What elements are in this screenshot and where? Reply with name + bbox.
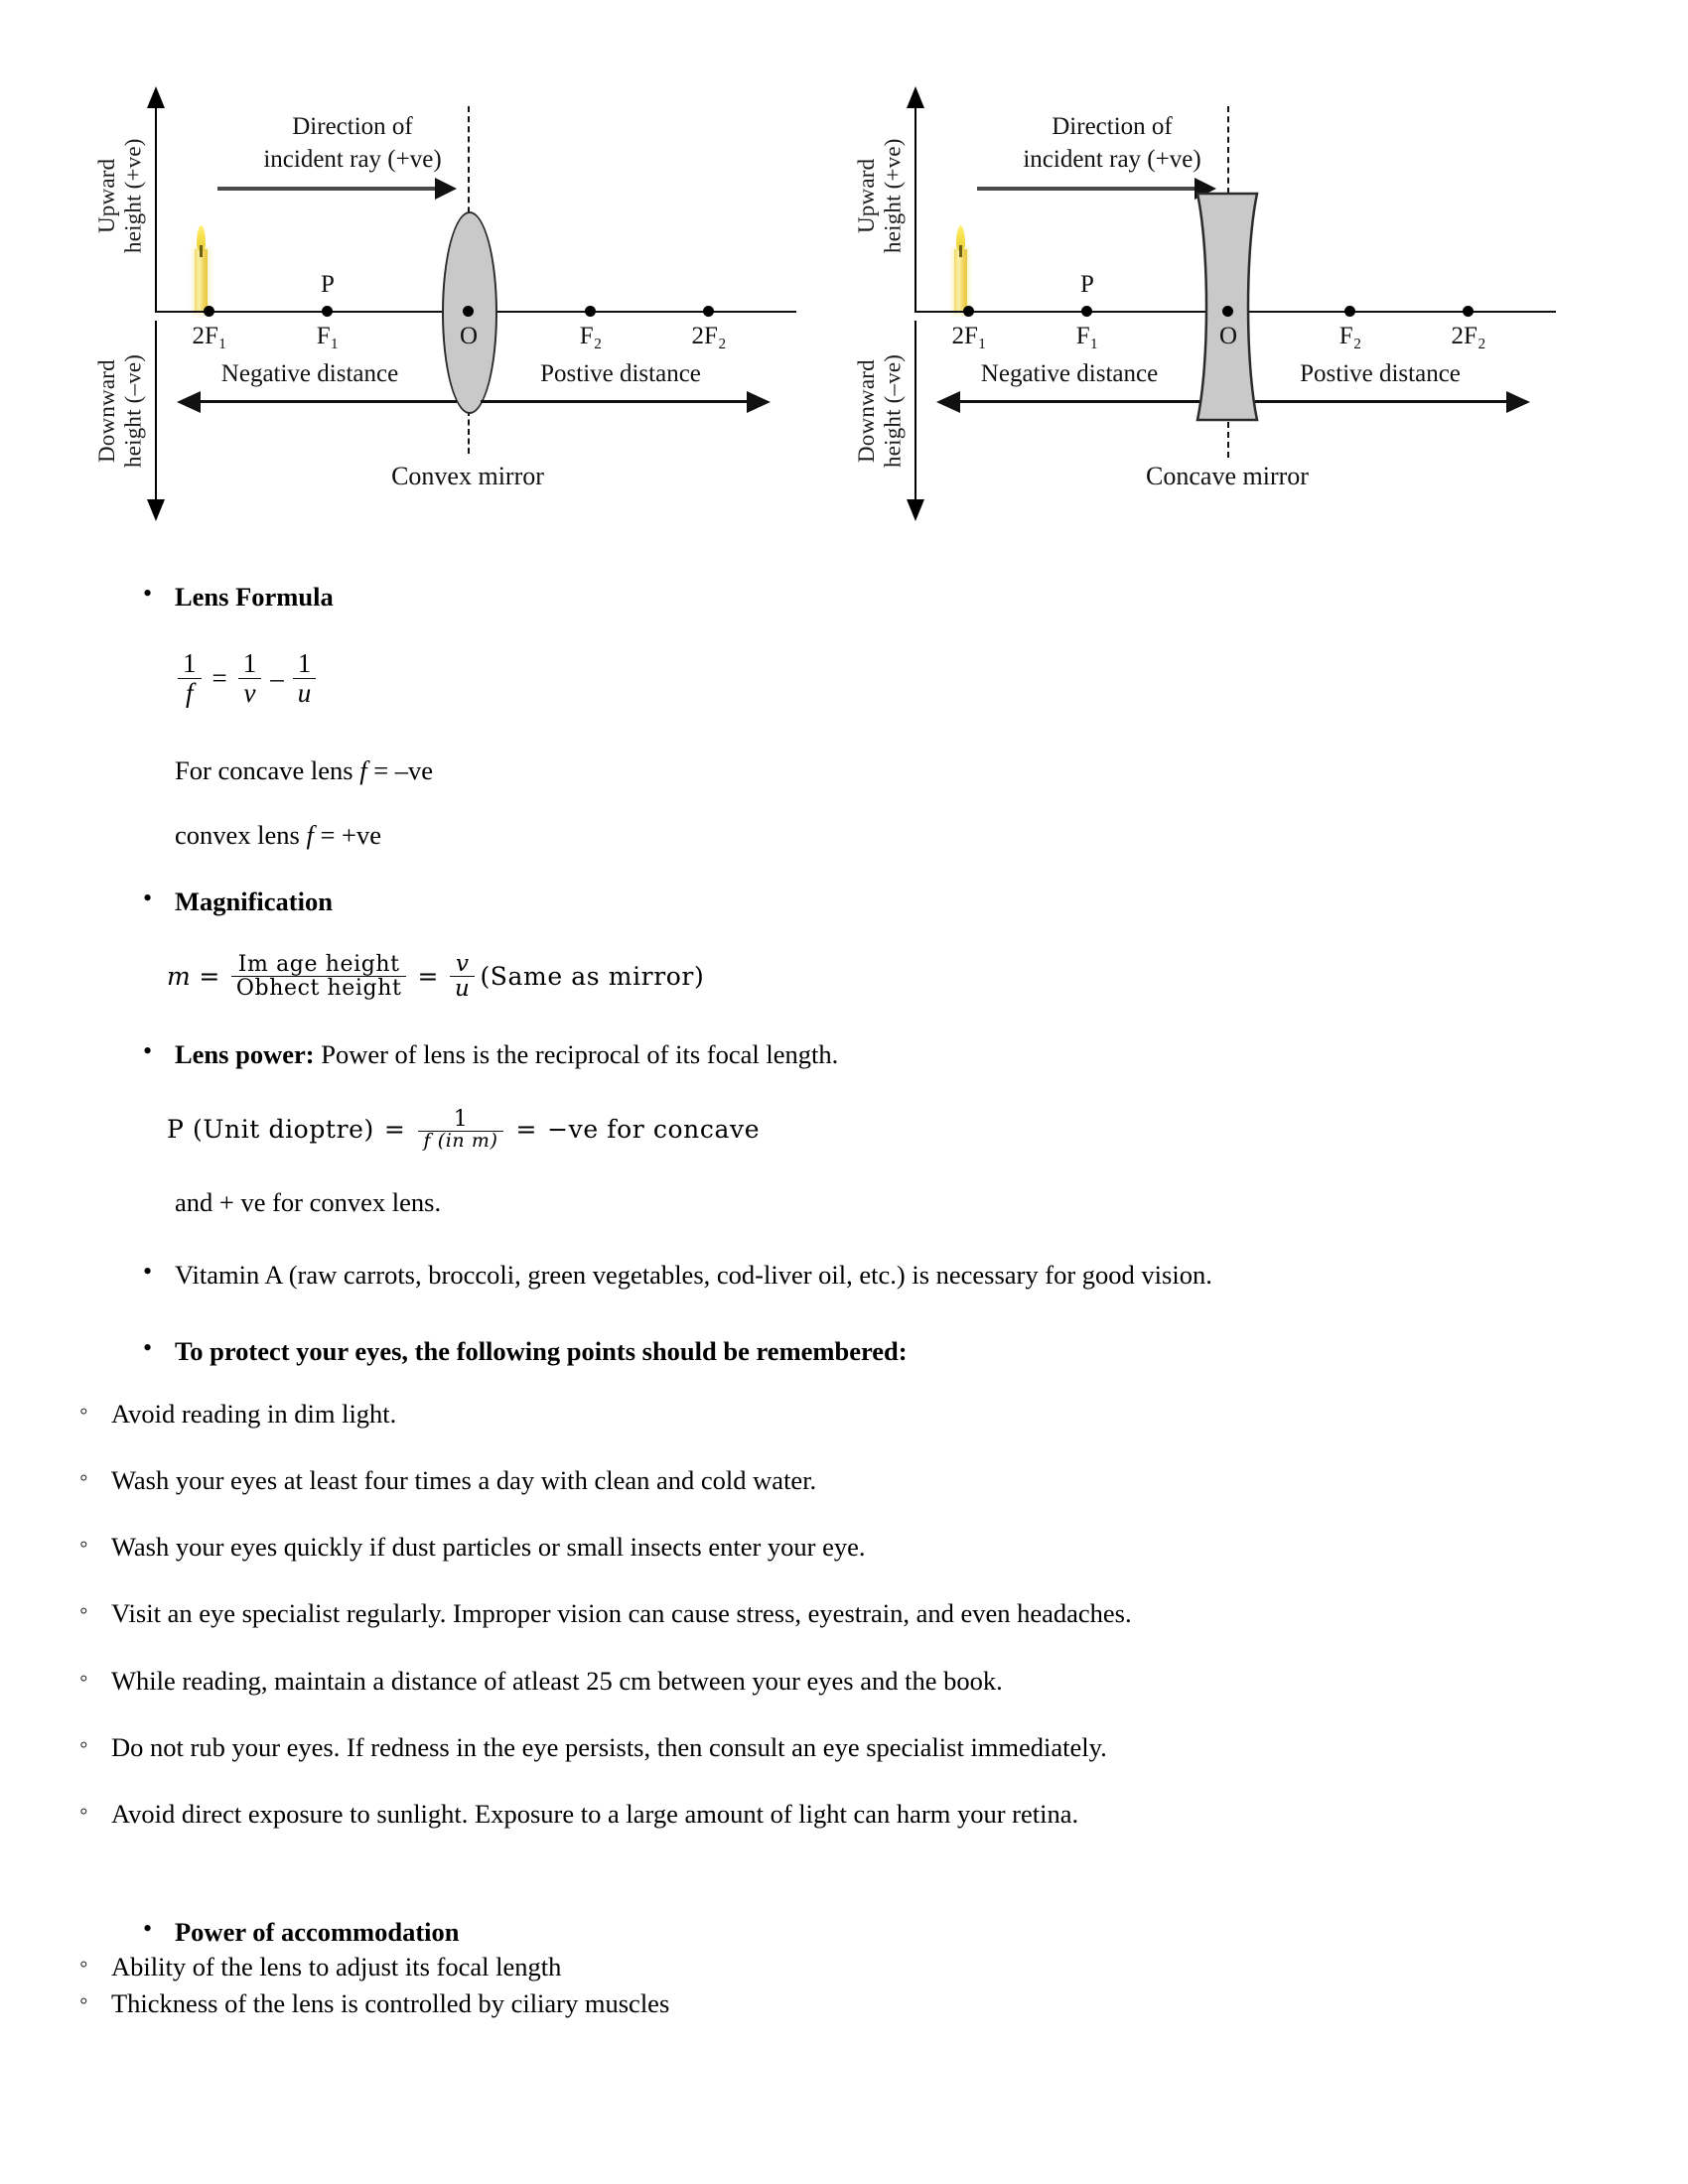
- same-as-mirror-note: (Same as mirror): [480, 962, 705, 991]
- down-arrow-head-icon: [907, 499, 924, 521]
- incident-ray-direction-label: [209, 110, 496, 176]
- accommodation-sub-list: [0, 1951, 1688, 2020]
- point-2F1-dot: [204, 306, 214, 317]
- equals-sign-2: =: [417, 962, 440, 991]
- u-denominator: u: [455, 976, 471, 1002]
- magnification-equation: [167, 941, 1688, 1013]
- sign-convention-diagrams: [0, 74, 1688, 561]
- convex-lens-diagram: [94, 74, 849, 561]
- positive-distance-label: Postive distance: [540, 360, 701, 387]
- positive-distance-arrow-shaft: [481, 400, 749, 403]
- direction-line1: Direction of: [292, 113, 413, 140]
- list-item: ◦ Do not rub your eyes. If redness in the eye persists, then consult an eye specialist immediately.: [77, 1731, 1688, 1764]
- vertical-axis-lower: [155, 321, 157, 509]
- bullet-power-of-accommodation: [139, 1916, 1688, 1949]
- term2-numerator: 1: [297, 648, 312, 679]
- list-item: ◦ While reading, maintain a distance of atleast 25 cm between your eyes and the book.: [77, 1665, 1688, 1698]
- concave-lens-diagram: [854, 74, 1609, 561]
- eye-protection-bullet-list: [0, 1335, 1688, 1368]
- lhs-denominator: f: [185, 677, 194, 708]
- minus-sign: –: [270, 662, 284, 693]
- concave-mirror-caption: Concave mirror: [1146, 462, 1309, 490]
- point-F1-label: F₁: [316, 323, 340, 349]
- list-item: ◦ Wash your eyes quickly if dust particles or small insects enter your eye.: [77, 1531, 1688, 1564]
- negative-distance-arrow-head-icon: [936, 391, 960, 413]
- point-F2-label: F₂: [579, 323, 603, 349]
- downward-axis-line2: height (–ve): [880, 353, 906, 469]
- point-O-label: O: [1218, 323, 1238, 349]
- downward-height-axis-label: [94, 328, 147, 494]
- magnification-ratio-fraction: [231, 953, 407, 1000]
- equals-sign-1: =: [199, 962, 220, 991]
- lens-formula-term2-fraction: [293, 649, 317, 707]
- convex-note-post: = +ve: [313, 820, 381, 851]
- point-2F1-dot: [963, 306, 974, 317]
- positive-distance-label: Postive distance: [1300, 360, 1461, 387]
- notes-body: [0, 581, 1688, 2020]
- lens-formula-lhs-fraction: [178, 649, 202, 707]
- eye-protection-sub-list: [0, 1398, 1688, 1831]
- downward-axis-line1: Downward: [94, 359, 119, 463]
- vertical-axis-lower: [914, 321, 916, 509]
- lens-power-bullet-list: [0, 1038, 1688, 1071]
- lens-power-description: Power of lens is the reciprocal of its focal length.: [314, 1038, 839, 1069]
- candle-body-icon: [195, 249, 208, 313]
- lens-centerline-top: [1227, 106, 1229, 194]
- equals-sign-1: =: [211, 662, 227, 693]
- one-over-f-fraction: [418, 1108, 502, 1152]
- incident-ray-arrow-shaft: [217, 187, 436, 191]
- bullet-magnification: [139, 886, 1688, 918]
- downward-height-axis-label: [854, 328, 907, 494]
- direction-line2: incident ray (+ve): [1023, 146, 1201, 173]
- vertical-axis-upper: [914, 104, 916, 313]
- negative-distance-label: Negative distance: [220, 360, 399, 387]
- point-2F1-label: 2F₁: [192, 323, 227, 349]
- incident-ray-arrow-head-icon: [435, 178, 457, 200]
- list-item: ◦ Ability of the lens to adjust its focal length: [77, 1951, 1688, 1983]
- lhs-numerator: 1: [183, 648, 197, 679]
- term2-denominator: u: [297, 677, 312, 708]
- convex-lens-sign-note: [175, 819, 1688, 852]
- point-F1-label: F₁: [1075, 323, 1099, 349]
- down-arrow-head-icon: [147, 499, 165, 521]
- term1-denominator: v: [243, 677, 256, 708]
- negative-distance-arrow-shaft: [199, 400, 457, 403]
- top-level-bullet-list: [0, 581, 1688, 614]
- upward-axis-line2: height (+ve): [120, 138, 146, 253]
- concave-note-post: = –ve: [366, 755, 434, 786]
- downward-axis-line1: Downward: [854, 359, 879, 463]
- magnification-bullet-list: [0, 886, 1688, 918]
- point-F1-dot: [322, 306, 333, 317]
- list-item: ◦ Wash your eyes at least four times a day with clean and cold water.: [77, 1464, 1688, 1497]
- incident-ray-arrow-shaft: [977, 187, 1196, 191]
- bullet-lens-power: [139, 1038, 1688, 1071]
- positive-distance-arrow-head-icon: [747, 391, 771, 413]
- convex-mirror-caption: Convex mirror: [391, 462, 544, 490]
- point-2F2-dot: [1463, 306, 1474, 317]
- upward-height-axis-label: [854, 112, 907, 279]
- concave-lens-sign-note: [175, 754, 1688, 787]
- list-item: ◦ Visit an eye specialist regularly. Improper vision can cause stress, eyestrain, and even headaches.: [77, 1597, 1688, 1630]
- point-F2-dot: [1344, 306, 1355, 317]
- equals-sign-2: =: [515, 1115, 538, 1145]
- lens-formula-term1-fraction: [238, 649, 262, 707]
- accommodation-heading: Power of accommodation: [175, 1916, 460, 1947]
- point-O-dot: [1222, 306, 1233, 317]
- list-item: ◦ Avoid direct exposure to sunlight. Exposure to a large amount of light can harm your retina.: [77, 1798, 1688, 1831]
- incident-ray-direction-label: [968, 110, 1256, 176]
- term1-numerator: 1: [242, 648, 257, 679]
- image-height-numerator: Im age height: [237, 951, 400, 977]
- equals-sign-1: =: [383, 1115, 406, 1145]
- power-unit-dioptre-label: P (Unit dioptre): [167, 1115, 374, 1145]
- lens-formula-equation: [175, 639, 1688, 717]
- negative-distance-arrow-head-icon: [177, 391, 201, 413]
- concave-lens-shape: [1194, 192, 1261, 402]
- list-item: ◦ Avoid reading in dim light.: [77, 1398, 1688, 1431]
- point-O-label: O: [459, 323, 479, 349]
- magnification-symbol: m: [167, 962, 192, 991]
- vertical-axis-upper: [155, 104, 157, 313]
- vitamin-a-bullet-list: [0, 1259, 1688, 1292]
- negative-distance-label: Negative distance: [980, 360, 1159, 387]
- power-concave-sign: −ve for concave: [547, 1115, 761, 1145]
- upward-height-axis-label: [94, 112, 147, 279]
- direction-line1: Direction of: [1052, 113, 1173, 140]
- downward-axis-line2: height (–ve): [120, 353, 146, 469]
- bullet-eye-protection: [139, 1335, 1688, 1368]
- lens-formula-heading: Lens Formula: [175, 582, 334, 612]
- concave-note-var: f: [359, 755, 367, 786]
- point-F1-dot: [1081, 306, 1092, 317]
- candle-body-icon: [954, 249, 967, 313]
- v-numerator: v: [455, 950, 470, 977]
- magnification-heading: Magnification: [175, 887, 333, 917]
- candle-wick-icon: [200, 245, 203, 257]
- v-over-u-fraction: [450, 952, 475, 1001]
- positive-distance-arrow-head-icon: [1506, 391, 1530, 413]
- negative-distance-arrow-shaft: [958, 400, 1199, 403]
- power-denominator: f (in m): [423, 1129, 498, 1152]
- concave-note-pre: For concave lens: [175, 755, 360, 786]
- positive-distance-arrow-shaft: [1255, 400, 1508, 403]
- accommodation-bullet-list: [0, 1916, 1688, 1949]
- pole-P-label: P: [1080, 271, 1094, 298]
- convex-note-var: f: [306, 820, 314, 851]
- point-2F1-label: 2F₁: [951, 323, 987, 349]
- upward-axis-line2: height (+ve): [880, 138, 906, 253]
- power-convex-note: and + ve for convex lens.: [175, 1186, 442, 1217]
- direction-line2: incident ray (+ve): [263, 146, 442, 173]
- point-2F2-dot: [703, 306, 714, 317]
- convex-note-pre: convex lens: [175, 820, 307, 851]
- bullet-lens-formula: [139, 581, 1688, 614]
- power-numerator: 1: [453, 1106, 469, 1132]
- upward-axis-line1: Upward: [854, 158, 879, 233]
- point-F2-dot: [585, 306, 596, 317]
- point-F2-label: F₂: [1338, 323, 1362, 349]
- candle-wick-icon: [959, 245, 962, 257]
- lens-power-heading: Lens power:: [175, 1038, 315, 1069]
- bullet-vitamin-a: • Vitamin A (raw carrots, broccoli, green vegetables, cod-liver oil, etc.) is necessary for good vision.: [139, 1259, 1688, 1292]
- object-height-denominator: Obhect height: [231, 976, 407, 1000]
- point-2F2-label: 2F₂: [691, 323, 727, 349]
- point-2F2-label: 2F₂: [1451, 323, 1486, 349]
- lens-centerline-bottom: [1227, 422, 1229, 458]
- list-item: ◦ Thickness of the lens is controlled by ciliary muscles: [77, 1987, 1688, 2020]
- eye-protection-heading: To protect your eyes, the following points should be remembered:: [175, 1335, 908, 1366]
- point-O-dot: [463, 306, 474, 317]
- lens-power-equation: [167, 1095, 1688, 1164]
- upward-axis-line1: Upward: [94, 158, 119, 233]
- pole-P-label: P: [321, 271, 335, 298]
